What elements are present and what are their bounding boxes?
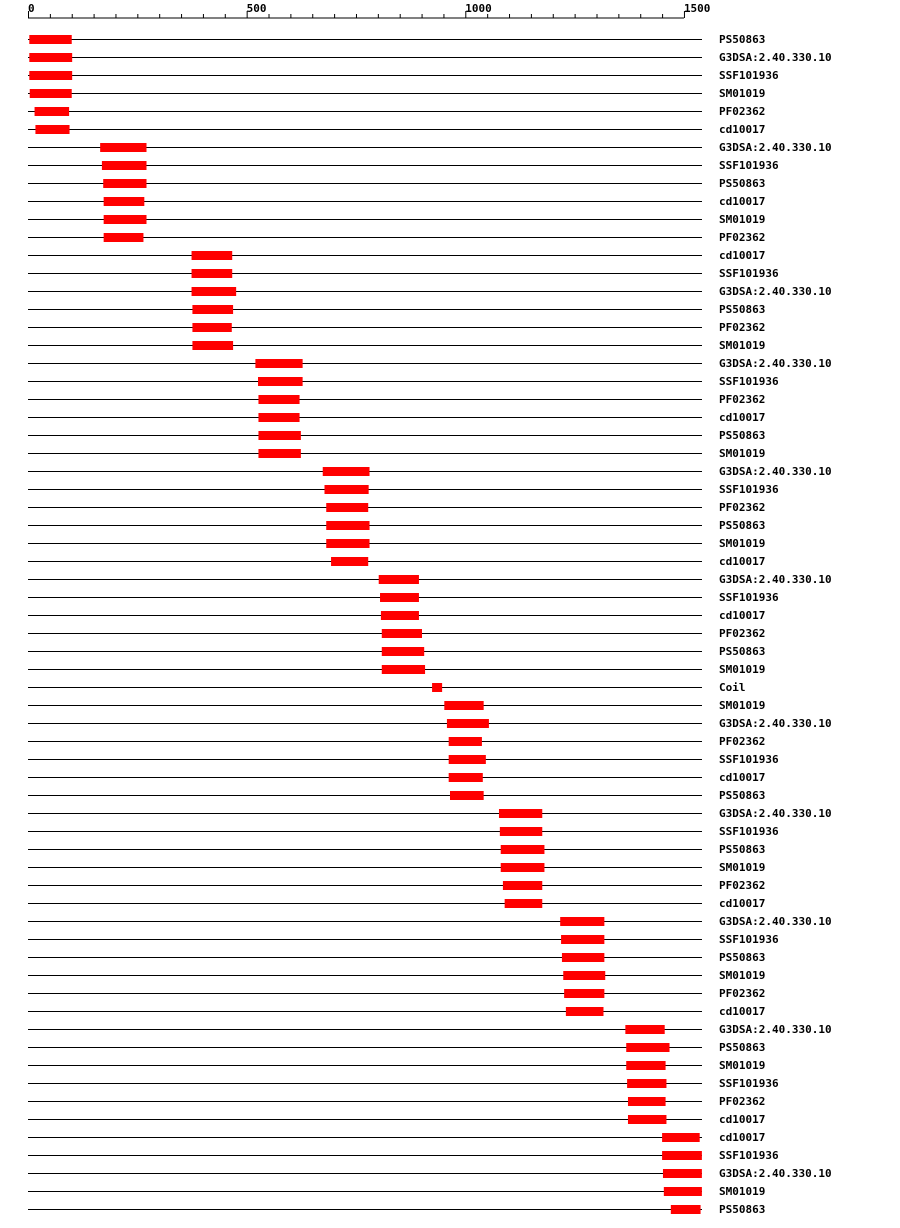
track-row (28, 753, 779, 766)
track-label: PF02362 (719, 393, 766, 406)
domain-bar[interactable] (432, 683, 442, 692)
track-row (28, 825, 779, 838)
domain-bar[interactable] (671, 1205, 701, 1214)
track-row (28, 609, 765, 622)
track-label: G3DSA:2.40.330.10 (719, 573, 832, 586)
track-label: SSF101936 (719, 483, 779, 496)
axis-tick-label: 500 (246, 2, 267, 15)
domain-bar[interactable] (326, 539, 369, 548)
track-label: PF02362 (719, 987, 766, 1000)
track-row (28, 771, 765, 784)
track-label: SM01019 (719, 663, 766, 676)
track-row (28, 699, 765, 712)
track-row (28, 573, 832, 586)
track-label: SM01019 (719, 969, 766, 982)
track-label: PF02362 (719, 105, 766, 118)
domain-bar[interactable] (379, 575, 419, 584)
track-label: SSF101936 (719, 825, 779, 838)
domain-bar[interactable] (501, 845, 545, 854)
track-row (28, 915, 832, 928)
track-row (28, 375, 779, 388)
track-row (28, 141, 832, 154)
track-label: SM01019 (719, 213, 766, 226)
track-row (28, 1131, 765, 1144)
domain-bar[interactable] (447, 719, 489, 728)
domain-bar[interactable] (628, 1097, 666, 1106)
track-row (28, 1059, 765, 1072)
track-row (28, 285, 832, 298)
track-label: G3DSA:2.40.330.10 (719, 915, 832, 928)
domain-bar[interactable] (326, 503, 368, 512)
domain-bar[interactable] (192, 287, 237, 296)
domain-bar[interactable] (626, 1061, 665, 1070)
track-row (28, 987, 765, 1000)
track-row (28, 213, 765, 226)
track-label: PS50863 (719, 645, 766, 658)
domain-bar[interactable] (323, 467, 370, 476)
track-row (28, 501, 765, 514)
domain-bar[interactable] (564, 989, 604, 998)
track-label: G3DSA:2.40.330.10 (719, 285, 832, 298)
track-label: cd10017 (719, 609, 766, 622)
track-label: cd10017 (719, 123, 766, 136)
track-label: G3DSA:2.40.330.10 (719, 1167, 832, 1180)
track-row (28, 717, 832, 730)
track-label: SSF101936 (719, 69, 779, 82)
track-row (28, 681, 746, 694)
domain-bar[interactable] (382, 665, 425, 674)
track-label: PS50863 (719, 789, 766, 802)
track-label: cd10017 (719, 1005, 766, 1018)
track-row (28, 969, 765, 982)
track-label: SM01019 (719, 699, 766, 712)
track-label: SM01019 (719, 447, 766, 460)
track-row (28, 1203, 765, 1216)
domain-bar[interactable] (444, 701, 483, 710)
domain-bar[interactable] (561, 935, 604, 944)
track-label: PF02362 (719, 1095, 766, 1108)
track-row (28, 1041, 765, 1054)
track-row (28, 69, 779, 82)
track-row (28, 897, 765, 910)
track-row (28, 555, 765, 568)
domain-bar[interactable] (382, 629, 422, 638)
track-row (28, 411, 765, 424)
domain-bar[interactable] (326, 521, 369, 530)
track-row (28, 1167, 832, 1180)
domain-bar[interactable] (192, 269, 233, 278)
track-row (28, 321, 765, 334)
domain-bar[interactable] (662, 1151, 702, 1160)
domain-bar[interactable] (255, 359, 302, 368)
scale-axis (28, 2, 710, 18)
domain-bar[interactable] (505, 899, 543, 908)
track-row (28, 1185, 765, 1198)
track-label: PS50863 (719, 951, 766, 964)
track-label: SSF101936 (719, 1077, 779, 1090)
domain-bar[interactable] (258, 395, 299, 404)
track-row (28, 933, 779, 946)
track-label: SM01019 (719, 339, 766, 352)
track-label: G3DSA:2.40.330.10 (719, 357, 832, 370)
track-row (28, 483, 779, 496)
track-label: G3DSA:2.40.330.10 (719, 1023, 832, 1036)
track-label: PS50863 (719, 429, 766, 442)
domain-bar[interactable] (563, 971, 605, 980)
track-row (28, 357, 832, 370)
domain-bar[interactable] (192, 251, 233, 260)
domain-bar[interactable] (258, 377, 303, 386)
track-row (28, 195, 765, 208)
track-row (28, 951, 765, 964)
track-label: G3DSA:2.40.330.10 (719, 51, 832, 64)
domain-bar[interactable] (258, 449, 300, 458)
track-label: cd10017 (719, 195, 766, 208)
domain-bar[interactable] (331, 557, 368, 566)
track-label: PF02362 (719, 321, 766, 334)
track-row (28, 1095, 765, 1108)
track-row (28, 789, 765, 802)
track-label: PS50863 (719, 177, 766, 190)
domain-bar[interactable] (449, 773, 483, 782)
track-row (28, 339, 765, 352)
track-label: G3DSA:2.40.330.10 (719, 465, 832, 478)
track-label: G3DSA:2.40.330.10 (719, 807, 832, 820)
track-label: SSF101936 (719, 375, 779, 388)
domain-bar[interactable] (104, 197, 145, 206)
domain-bar[interactable] (628, 1115, 666, 1124)
domain-bar[interactable] (192, 323, 231, 332)
track-label: SSF101936 (719, 159, 779, 172)
domain-bar[interactable] (662, 1133, 700, 1142)
track-label: PF02362 (719, 735, 766, 748)
domain-bar[interactable] (664, 1187, 702, 1196)
domain-bar[interactable] (30, 89, 72, 98)
track-label: SM01019 (719, 1059, 766, 1072)
domain-bar[interactable] (500, 827, 542, 836)
track-label: PS50863 (719, 843, 766, 856)
track-label: SSF101936 (719, 753, 779, 766)
domain-bar[interactable] (562, 953, 604, 962)
domain-bar[interactable] (192, 341, 233, 350)
domain-bar[interactable] (104, 233, 144, 242)
domain-bar[interactable] (102, 161, 147, 170)
domain-bar[interactable] (382, 647, 424, 656)
track-label: cd10017 (719, 771, 766, 784)
domain-bar[interactable] (35, 125, 69, 134)
track-row (28, 231, 765, 244)
domain-bar[interactable] (626, 1043, 669, 1052)
domain-bar[interactable] (503, 881, 542, 890)
domain-bar[interactable] (29, 35, 71, 44)
track-label: SSF101936 (719, 933, 779, 946)
track-row (28, 465, 832, 478)
track-label: cd10017 (719, 897, 766, 910)
domain-bar[interactable] (258, 413, 299, 422)
track-row (28, 1077, 779, 1090)
domain-bar[interactable] (566, 1007, 604, 1016)
track-label: SM01019 (719, 861, 766, 874)
track-row (28, 735, 765, 748)
track-label: cd10017 (719, 555, 766, 568)
domain-bar[interactable] (381, 611, 419, 620)
track-row (28, 861, 765, 874)
track-row (28, 105, 765, 118)
track-label: PS50863 (719, 33, 766, 46)
track-row (28, 1113, 765, 1126)
track-row (28, 159, 779, 172)
domain-bar[interactable] (663, 1169, 702, 1178)
track-label: SSF101936 (719, 591, 779, 604)
track-row (28, 393, 765, 406)
track-label: SSF101936 (719, 1149, 779, 1162)
domain-bar[interactable] (499, 809, 542, 818)
track-row (28, 123, 765, 136)
axis-tick-label: 0 (28, 2, 35, 15)
track-row (28, 879, 765, 892)
track-row (28, 33, 765, 46)
track-label: G3DSA:2.40.330.10 (719, 141, 832, 154)
domain-bar[interactable] (258, 431, 300, 440)
domain-bar[interactable] (35, 107, 70, 116)
track-row (28, 267, 779, 280)
track-label: PS50863 (719, 519, 766, 532)
domain-bar[interactable] (103, 179, 146, 188)
track-row (28, 591, 779, 604)
domain-bar[interactable] (192, 305, 233, 314)
track-row (28, 303, 765, 316)
domain-bar[interactable] (627, 1079, 666, 1088)
track-label: SSF101936 (719, 267, 779, 280)
domain-bar[interactable] (450, 791, 484, 800)
track-row (28, 447, 765, 460)
track-label: SM01019 (719, 87, 766, 100)
track-row (28, 1149, 779, 1162)
track-row (28, 1023, 832, 1036)
track-label: SM01019 (719, 537, 766, 550)
track-row (28, 807, 832, 820)
track-row (28, 519, 765, 532)
track-row (28, 627, 765, 640)
domain-bar[interactable] (501, 863, 545, 872)
track-row (28, 843, 765, 856)
domain-bar[interactable] (324, 485, 368, 494)
track-row (28, 87, 765, 100)
track-label: PF02362 (719, 501, 766, 514)
track-row (28, 51, 832, 64)
domain-bar[interactable] (29, 53, 72, 62)
track-row (28, 1005, 765, 1018)
domain-bar[interactable] (29, 71, 72, 80)
domain-bar[interactable] (449, 737, 482, 746)
domain-bar[interactable] (380, 593, 419, 602)
track-label: Coil (719, 681, 746, 694)
track-label: cd10017 (719, 249, 766, 262)
domain-bar[interactable] (104, 215, 147, 224)
track-label: PS50863 (719, 303, 766, 316)
track-label: G3DSA:2.40.330.10 (719, 717, 832, 730)
domain-bar[interactable] (100, 143, 146, 152)
track-label: PS50863 (719, 1041, 766, 1054)
track-row (28, 537, 765, 550)
domain-bar[interactable] (560, 917, 604, 926)
track-row (28, 249, 765, 262)
track-row (28, 645, 765, 658)
track-label: PF02362 (719, 879, 766, 892)
track-label: cd10017 (719, 1113, 766, 1126)
axis-tick-label: 1000 (465, 2, 492, 15)
track-label: cd10017 (719, 411, 766, 424)
track-row (28, 663, 765, 676)
axis-tick-label: 1500 (683, 2, 711, 15)
domain-bar[interactable] (449, 755, 486, 764)
track-label: PF02362 (719, 231, 766, 244)
track-row (28, 177, 765, 190)
track-label: SM01019 (719, 1185, 766, 1198)
domain-bar[interactable] (625, 1025, 664, 1034)
track-label: PF02362 (719, 627, 766, 640)
track-label: PS50863 (719, 1203, 766, 1216)
track-label: cd10017 (719, 1131, 766, 1144)
track-row (28, 429, 765, 442)
domain-tracks (28, 33, 832, 1216)
